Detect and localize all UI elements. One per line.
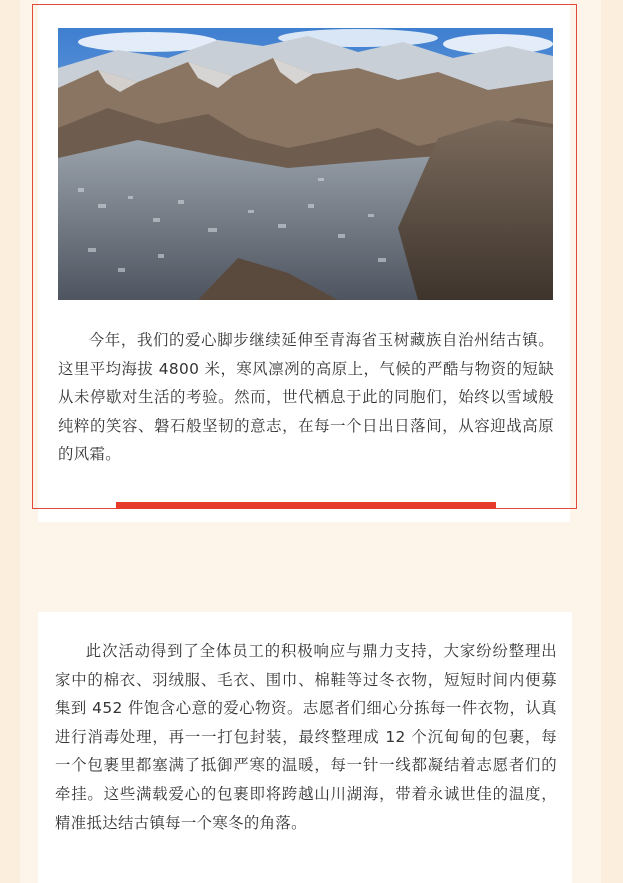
intro-paragraph: 今年，我们的爱心脚步继续延伸至青海省玉树藏族自治州结古镇。这里平均海拔 4800 米，寒风凛冽的高原上，气候的严酷与物资的短缺从未停歇对生活的考验。然而，世代栖息于此的同胞们，始终以雪域般纯粹的笑容、磐石般坚韧的意志，在每一个日出日落间，从容迎战高原的风霜。 xyxy=(58,331,554,463)
photo-illustration xyxy=(58,28,553,300)
mountain-town-photo xyxy=(58,28,553,300)
accent-red-bar xyxy=(116,502,496,509)
activity-paragraph: 此次活动得到了全体员工的积极响应与鼎力支持，大家纷纷整理出家中的棉衣、羽绒服、毛衣、围巾、棉鞋等过冬衣物，短短时间内便募集到 452 件饱含心意的爱心物资。志愿者们细心分拣每一件衣物，认真进行消毒处理，再一一打包封装，最终整理成 12 个沉甸甸的包裹，每一个包裹里都塞满了抵御严寒的温暖，每一针一线都凝结着志愿者们的牵挂。这些满载爱心的包裹即将跨越山川湖海，带着永诚世佳的温度，精准抵达结古镇每一个寒冬的角落。 xyxy=(55,642,557,832)
left-margin-strip xyxy=(0,0,20,883)
right-margin-strip xyxy=(601,0,623,883)
